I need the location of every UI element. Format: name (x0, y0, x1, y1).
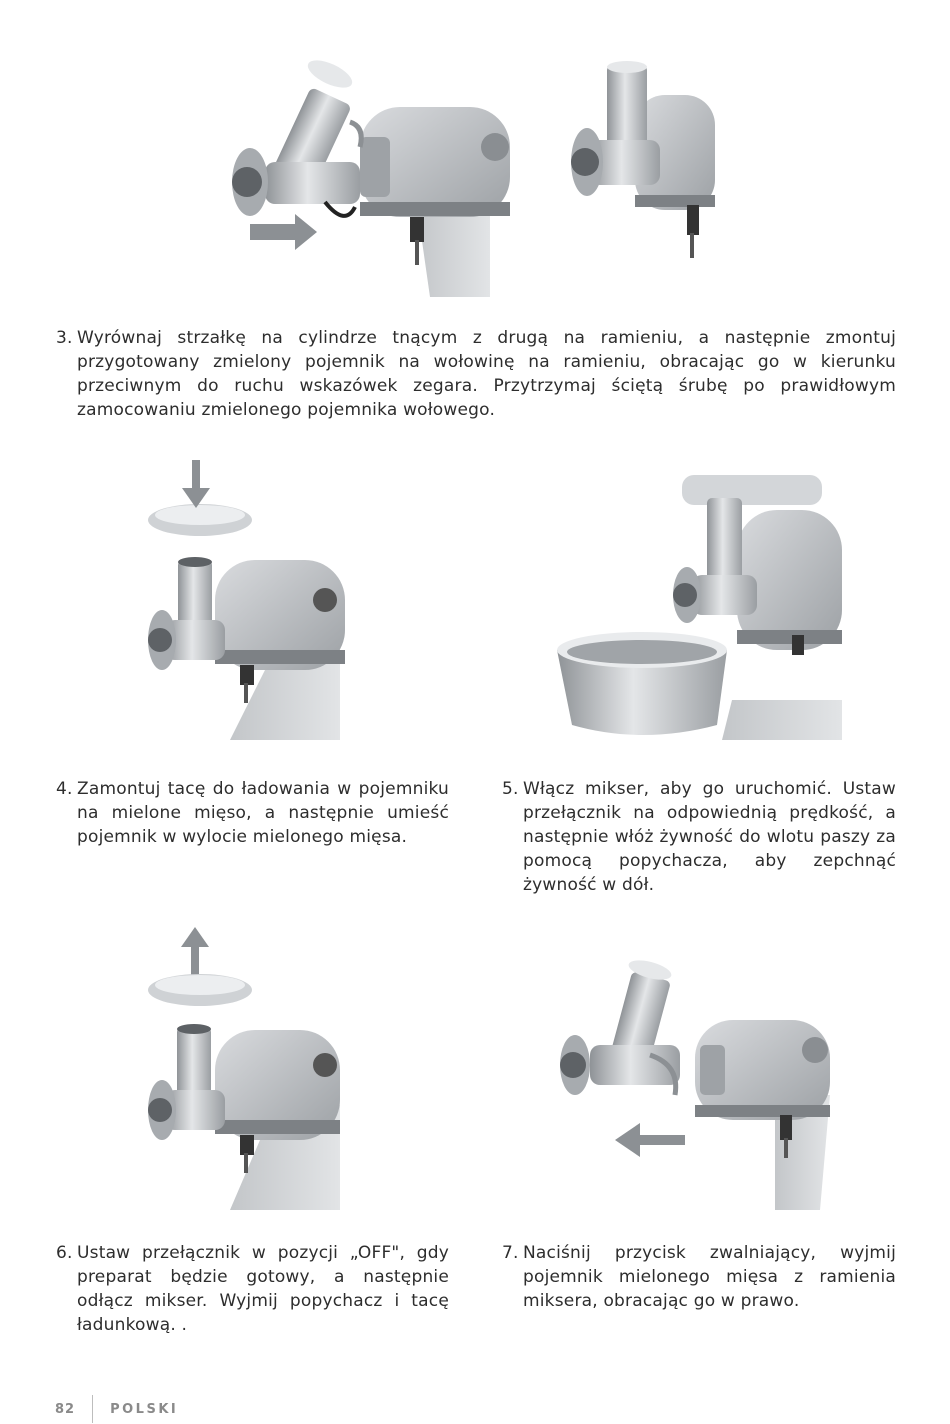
step-number: 6. (56, 1243, 73, 1263)
step-text: Wyrównaj strzałkę na cylindrze tnącym z drugą na ramieniu, a następnie zmontuj przygotowany zmielony pojemnik na wołowinę na ramieniu, obracając go w kierunku przeciwnym do ruchu wskazówek zegara. Przytrzymaj ściętą śrubę po prawidłowym zamocowaniu zmielonego pojemnika wołowego. (77, 328, 896, 420)
step-3 (56, 326, 896, 422)
step-4 (56, 777, 449, 849)
figure-tray-insert (140, 460, 350, 740)
step-5 (502, 777, 896, 897)
figure-assembly-rotate (225, 52, 515, 297)
step-number: 5. (502, 779, 519, 799)
page-footer (55, 1395, 178, 1423)
page-number: 82 (55, 1401, 76, 1417)
step-7 (502, 1241, 896, 1313)
step-number: 4. (56, 779, 73, 799)
language-label: POLSKI (110, 1401, 179, 1417)
step-text: Ustaw przełącznik w pozycji „OFF", gdy preparat będzie gotowy, a następnie odłącz mikser. Wyjmij popychacz i tacę ładunkową. . (77, 1243, 449, 1335)
step-6 (56, 1241, 449, 1337)
step-text: Zamontuj tacę do ładowania w pojemniku na mielone mięso, a następnie umieść pojemnik w wylocie mielonego mięsa. (77, 779, 449, 847)
footer-divider (92, 1395, 93, 1423)
step-number: 3. (56, 328, 73, 348)
figure-tray-remove (145, 925, 345, 1210)
figure-assembled (565, 55, 715, 265)
step-text: Naciśnij przycisk zwalniający, wyjmij pojemnik mielonego mięsa z ramienia miksera, obracając go w prawo. (523, 1243, 896, 1311)
step-text: Włącz mikser, aby go uruchomić. Ustaw przełącznik na odpowiednią prędkość, a następnie włóż żywność do wlotu paszy za pomocą popychacza, aby zepchnąć żywność w dół. (523, 779, 896, 895)
figure-release-remove (550, 955, 840, 1210)
step-number: 7. (502, 1243, 519, 1263)
figure-operating-bowl (552, 470, 842, 740)
